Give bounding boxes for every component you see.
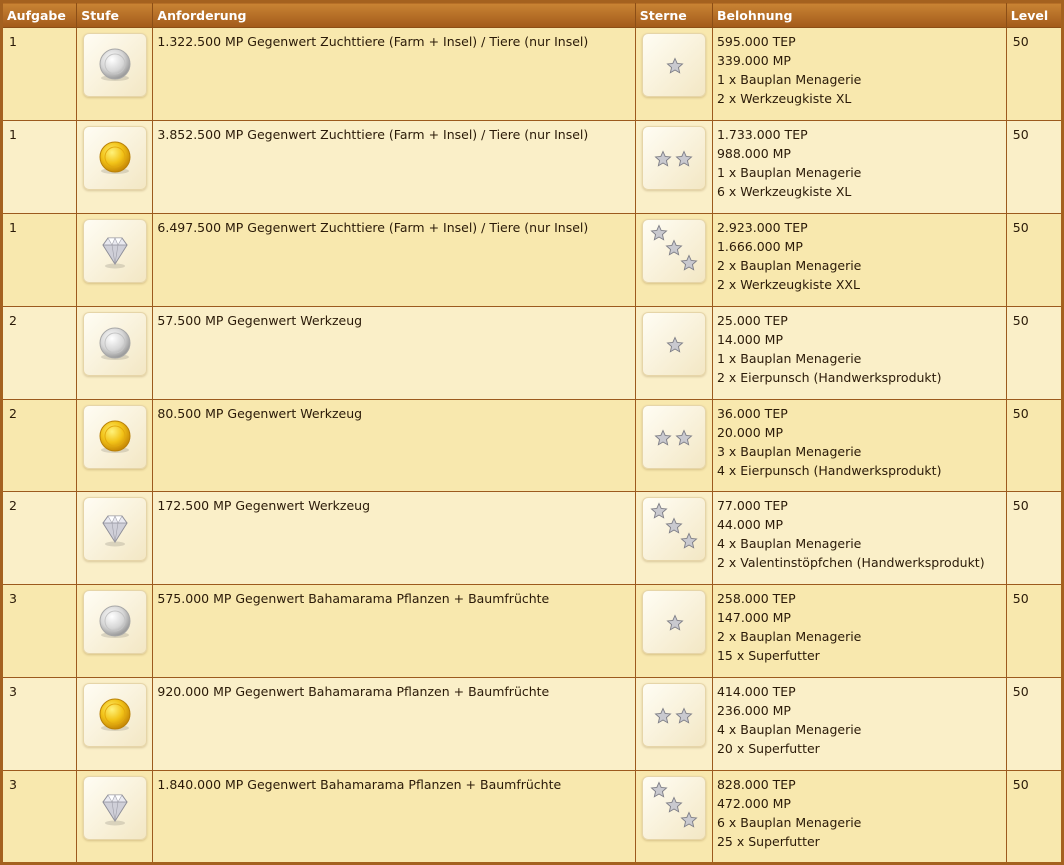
table-row: [2, 28, 1063, 121]
star-icon: [675, 707, 693, 725]
column-header-task: Aufgabe: [2, 2, 77, 28]
tier-tile: [83, 497, 147, 561]
column-header-requirement: Anforderung: [153, 2, 635, 28]
reward-line: 1 x Bauplan Menagerie: [716, 72, 862, 87]
reward-line: 77.000 TEP: [716, 498, 788, 514]
column-header-level: Level: [1006, 2, 1062, 28]
diamond-icon: [95, 509, 135, 549]
level-cell: 50: [1006, 492, 1062, 585]
reward-line: 20.000 MP: [716, 424, 784, 440]
tier-cell: [77, 306, 153, 399]
level-cell: 50: [1006, 678, 1062, 771]
reward-line: 2.923.000 TEP: [716, 219, 808, 235]
gold-coin-icon: [95, 695, 135, 735]
tier-cell: [77, 28, 153, 121]
reward-cell: [712, 28, 1006, 121]
star-icon: [654, 707, 672, 725]
reward-cell: [712, 399, 1006, 492]
table-row: [2, 213, 1063, 306]
task-cell: 3: [2, 585, 77, 678]
table-row: [2, 120, 1063, 213]
reward-cell: [712, 492, 1006, 585]
reward-line: 6 x Bauplan Menagerie: [716, 815, 862, 830]
tier-tile: [83, 33, 147, 97]
reward-line: 4 x Bauplan Menagerie: [716, 536, 862, 552]
stars-cell: [635, 678, 712, 771]
reward-line: 472.000 MP: [716, 796, 791, 811]
task-cell: 1: [2, 28, 77, 121]
stars-tile: [642, 590, 706, 654]
reward-cell: [712, 306, 1006, 399]
table-row: [2, 399, 1063, 492]
stars-cell: [635, 28, 712, 121]
tier-cell: [77, 213, 153, 306]
table-row: [2, 492, 1063, 585]
task-cell: 1: [2, 213, 77, 306]
table-row: [2, 306, 1063, 399]
table-row: [2, 678, 1063, 771]
silver-coin-icon: [95, 45, 135, 85]
diamond-icon: [95, 788, 135, 828]
reward-line: 25.000 TEP: [716, 312, 788, 328]
tier-tile: [83, 405, 147, 469]
requirement-cell: 1.322.500 MP Gegenwert Zuchttiere (Farm + Insel) / Tiere (nur Insel): [153, 28, 635, 121]
reward-line: 4 x Bauplan Menagerie: [716, 722, 862, 738]
reward-line: 4 x Eierpunsch (Handwerksprodukt): [716, 462, 942, 478]
task-cell: 1: [2, 120, 77, 213]
reward-line: 2 x Eierpunsch (Handwerksprodukt): [716, 369, 942, 385]
tier-tile: [83, 590, 147, 654]
stars-tile: [642, 312, 706, 376]
stars-tile: [642, 33, 706, 97]
reward-cell: [712, 678, 1006, 771]
star-icon: [675, 150, 693, 168]
level-cell: 50: [1006, 306, 1062, 399]
reward-line: 20 x Superfutter: [716, 741, 820, 757]
gold-coin-icon: [95, 138, 135, 178]
requirement-cell: 920.000 MP Gegenwert Bahamarama Pflanzen + Baumfrüchte: [153, 678, 635, 771]
reward-line: 258.000 TEP: [716, 591, 796, 607]
reward-line: 2 x Werkzeugkiste XL: [716, 91, 852, 106]
task-cell: 3: [2, 771, 77, 864]
tier-tile: [83, 312, 147, 376]
task-cell: 2: [2, 306, 77, 399]
reward-cell: [712, 585, 1006, 678]
stars-cell: [635, 492, 712, 585]
star-icon: [675, 429, 693, 447]
silver-coin-icon: [95, 324, 135, 364]
star-icon: [654, 429, 672, 447]
requirement-cell: 172.500 MP Gegenwert Werkzeug: [153, 492, 635, 585]
star-icon: [680, 532, 698, 550]
reward-line: 1 x Bauplan Menagerie: [716, 164, 862, 180]
gold-coin-icon: [95, 417, 135, 457]
star-icon: [680, 254, 698, 272]
task-cell: 3: [2, 678, 77, 771]
stars-tile: [642, 497, 706, 561]
star-icon: [680, 811, 698, 829]
reward-line: 147.000 MP: [716, 610, 791, 626]
requirement-cell: 57.500 MP Gegenwert Werkzeug: [153, 306, 635, 399]
tier-cell: [77, 120, 153, 213]
diamond-icon: [95, 231, 135, 271]
reward-line: 828.000 TEP: [716, 777, 796, 792]
stars-cell: [635, 771, 712, 864]
stars-tile: [642, 683, 706, 747]
reward-line: 339.000 MP: [716, 53, 791, 68]
reward-line: 595.000 TEP: [716, 34, 796, 49]
reward-cell: [712, 213, 1006, 306]
reward-line: 1.666.000 MP: [716, 238, 803, 254]
tier-tile: [83, 219, 147, 283]
star-icon: [666, 614, 684, 632]
requirement-cell: 3.852.500 MP Gegenwert Zuchttiere (Farm + Insel) / Tiere (nur Insel): [153, 120, 635, 213]
silver-coin-icon: [95, 602, 135, 642]
reward-line: 15 x Superfutter: [716, 648, 820, 664]
reward-line: 2 x Valentinstöpfchen (Handwerksprodukt): [716, 555, 985, 571]
level-cell: 50: [1006, 585, 1062, 678]
star-icon: [666, 336, 684, 354]
tier-tile: [83, 126, 147, 190]
column-header-reward: Belohnung: [712, 2, 1006, 28]
stars-cell: [635, 213, 712, 306]
reward-line: 1 x Bauplan Menagerie: [716, 350, 862, 366]
reward-line: 988.000 MP: [716, 145, 791, 161]
tier-tile: [83, 776, 147, 840]
star-icon: [654, 150, 672, 168]
table-row: [2, 771, 1063, 864]
quest-table-body: [2, 28, 1063, 864]
stars-tile: [642, 405, 706, 469]
task-cell: 2: [2, 492, 77, 585]
reward-line: 414.000 TEP: [716, 684, 796, 700]
reward-line: 25 x Superfutter: [716, 834, 820, 849]
stars-cell: [635, 120, 712, 213]
stars-cell: [635, 306, 712, 399]
column-header-stars: Sterne: [635, 2, 712, 28]
requirement-cell: 575.000 MP Gegenwert Bahamarama Pflanzen + Baumfrüchte: [153, 585, 635, 678]
reward-line: 236.000 MP: [716, 703, 791, 719]
reward-cell: [712, 771, 1006, 864]
reward-line: 6 x Werkzeugkiste XL: [716, 183, 852, 199]
tier-cell: [77, 585, 153, 678]
tier-cell: [77, 678, 153, 771]
reward-line: 14.000 MP: [716, 331, 784, 347]
reward-cell: [712, 120, 1006, 213]
stars-cell: [635, 585, 712, 678]
level-cell: 50: [1006, 213, 1062, 306]
reward-line: 1.733.000 TEP: [716, 126, 808, 142]
requirement-cell: 1.840.000 MP Gegenwert Bahamarama Pflanzen + Baumfrüchte: [153, 771, 635, 864]
stars-tile: [642, 776, 706, 840]
tier-tile: [83, 683, 147, 747]
stars-tile: [642, 126, 706, 190]
requirement-cell: 80.500 MP Gegenwert Werkzeug: [153, 399, 635, 492]
star-icon: [666, 57, 684, 75]
stars-cell: [635, 399, 712, 492]
level-cell: 50: [1006, 399, 1062, 492]
task-cell: 2: [2, 399, 77, 492]
reward-line: 2 x Bauplan Menagerie: [716, 257, 862, 273]
column-header-tier: Stufe: [77, 2, 153, 28]
tier-cell: [77, 399, 153, 492]
reward-line: 2 x Bauplan Menagerie: [716, 629, 862, 645]
table-row: [2, 585, 1063, 678]
reward-line: 3 x Bauplan Menagerie: [716, 443, 862, 459]
level-cell: 50: [1006, 120, 1062, 213]
stars-tile: [642, 219, 706, 283]
table-header-row: [2, 2, 1063, 28]
reward-line: 2 x Werkzeugkiste XXL: [716, 276, 860, 292]
level-cell: 50: [1006, 28, 1062, 121]
level-cell: 50: [1006, 771, 1062, 864]
reward-line: 36.000 TEP: [716, 405, 788, 421]
tier-cell: [77, 771, 153, 864]
reward-line: 44.000 MP: [716, 517, 784, 533]
requirement-cell: 6.497.500 MP Gegenwert Zuchttiere (Farm + Insel) / Tiere (nur Insel): [153, 213, 635, 306]
tier-cell: [77, 492, 153, 585]
